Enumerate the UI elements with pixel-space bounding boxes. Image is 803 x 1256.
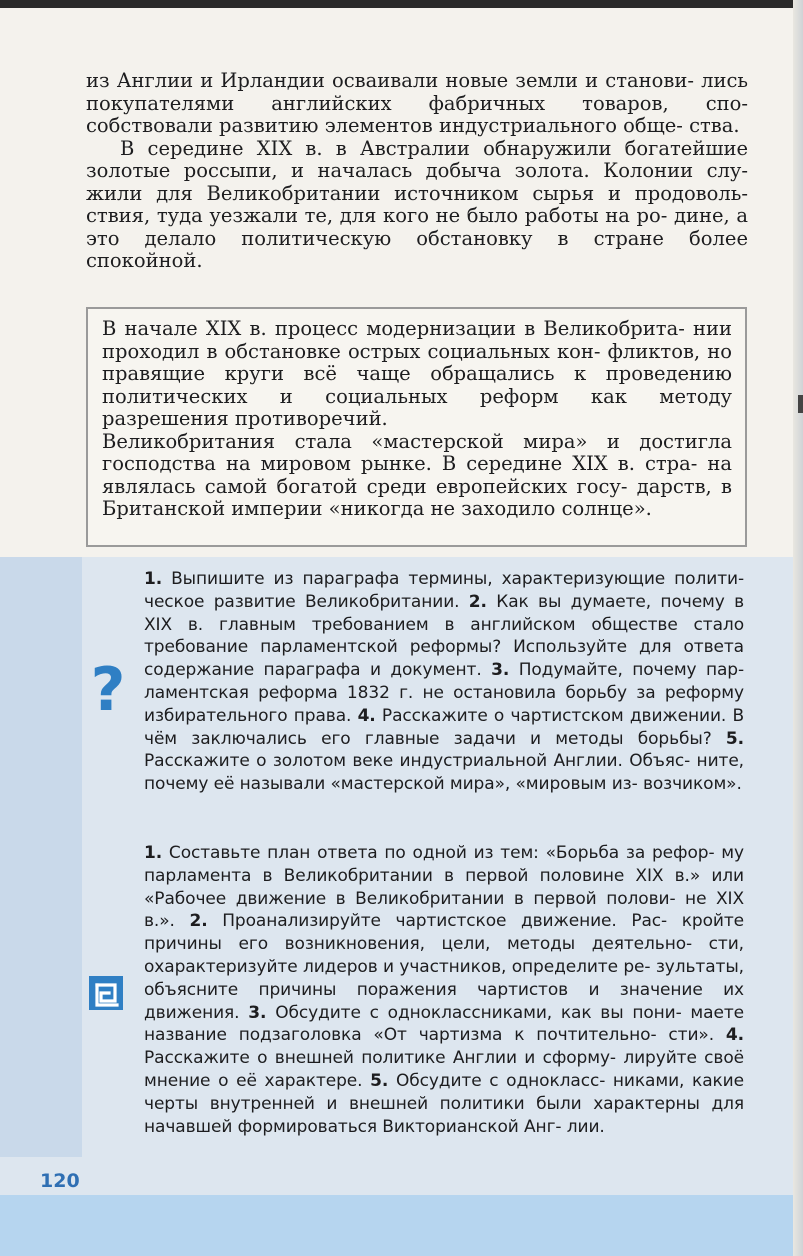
exercises-left-strip	[0, 557, 82, 1157]
task-4-text: Расскажите о внешней политике Англии и сформу- лируйте своё мнение о её характере.	[144, 1048, 744, 1091]
main-paragraph-1: из Англии и Ирландии осваивали новые земли и станови- лись покупателями английских фабричных товаров, спо- собствовали развитию элементов индустриального обще- ства.	[86, 69, 748, 137]
question-5-text: Расскажите о золотом веке индустриальной Англии. Объяс- ните, почему её называли «мастерской мира», «мировым из- возчиком».	[144, 751, 744, 795]
main-paragraph-2: В середине XIX в. в Австралии обнаружили богатейшие золотые россыпи, и началась добыча золота. Колонии слу- жили для Великобритании источником сырья и продоволь- ствия, туда уезжали те, для кого не было работы на ро- дине, а это делало политическую обстановку в стране более спокойной.	[86, 136, 748, 272]
task-2-text: Проанализируйте чартистское движение. Рас- кройте причины его возникновения, цели, методы деятельно- сти, охарактеризуйте лидеров и участников, определите ре- зультаты, объясните причины поражения чартистов и значение их движения.	[144, 911, 744, 1023]
task-5-number: 5.	[370, 1070, 389, 1091]
task-1-number: 1.	[144, 843, 163, 863]
task-5-text: Обсудите с однокласс- никами, какие черты внутренней и внешней политики были характерны для начавшей формироваться Викторианской Анг- лии.	[144, 1070, 744, 1137]
task-2-number: 2.	[189, 911, 208, 932]
page-number: 120	[40, 1170, 80, 1192]
question-4-number: 4.	[357, 705, 376, 726]
task-1-text: Составьте план ответа по одной из тем: «Борьба за рефор- му парламента в Великобритании в первой половине XIX в.» или «Рабочее движение в Великобритании в первой полови- не XIX в.».	[144, 843, 744, 932]
summary-paragraph-1: В начале XIX в. процесс модернизации в Великобрита- нии проходил в обстановке острых социальных кон- фликтов, но правящие круги всё чаще обращались к проведению политических и социальных реформ как методу разрешения противоречий.	[102, 317, 732, 430]
main-text	[86, 70, 748, 273]
question-3-text: Подумайте, почему пар- ламентская реформа 1832 г. не остановила борьбу за реформу избирательного права.	[144, 660, 745, 726]
question-3-number: 3.	[491, 660, 510, 681]
question-5-number: 5.	[725, 728, 744, 749]
question-mark-icon: ?	[90, 655, 126, 725]
question-4-text: Расскажите о чартистском движении. В чём заключались его главные задачи и методы борьбы?	[144, 705, 745, 749]
page-edge-mark	[798, 395, 803, 413]
task-4-number: 4.	[725, 1025, 744, 1046]
question-2-text: Как вы думаете, почему в XIX в. главным требованием в английском обществе стало требование парламентской реформы? Используйте для ответа содержание параграфа и документ.	[144, 591, 744, 681]
summary-box	[86, 307, 747, 547]
question-1-text: Выпишите из параграфа термины, характеризующие полити- ческое развитие Великобритании.	[144, 569, 744, 612]
tasks-section	[144, 842, 744, 1138]
page-top-edge	[0, 0, 803, 8]
summary-text	[102, 318, 732, 521]
page-right-edge	[793, 0, 803, 1256]
bottom-band	[0, 1195, 793, 1256]
questions-section	[144, 568, 744, 796]
task-3-number: 3.	[248, 1002, 267, 1023]
task-square-icon	[88, 975, 124, 1011]
question-1-number: 1.	[144, 569, 163, 589]
question-2-number: 2.	[468, 591, 487, 612]
summary-paragraph-2: Великобритания стала «мастерской мира» и достигла господства на мировом рынке. В середине XIX в. стра- на являлась самой богатой среди европейских госу- дарств, в Британской империи «никогда не заходило солнце».	[102, 429, 732, 520]
task-3-text: Обсудите с одноклассниками, как вы пони- маете название подзаголовка «От чартизма к почтительно- сти».	[144, 1002, 744, 1046]
